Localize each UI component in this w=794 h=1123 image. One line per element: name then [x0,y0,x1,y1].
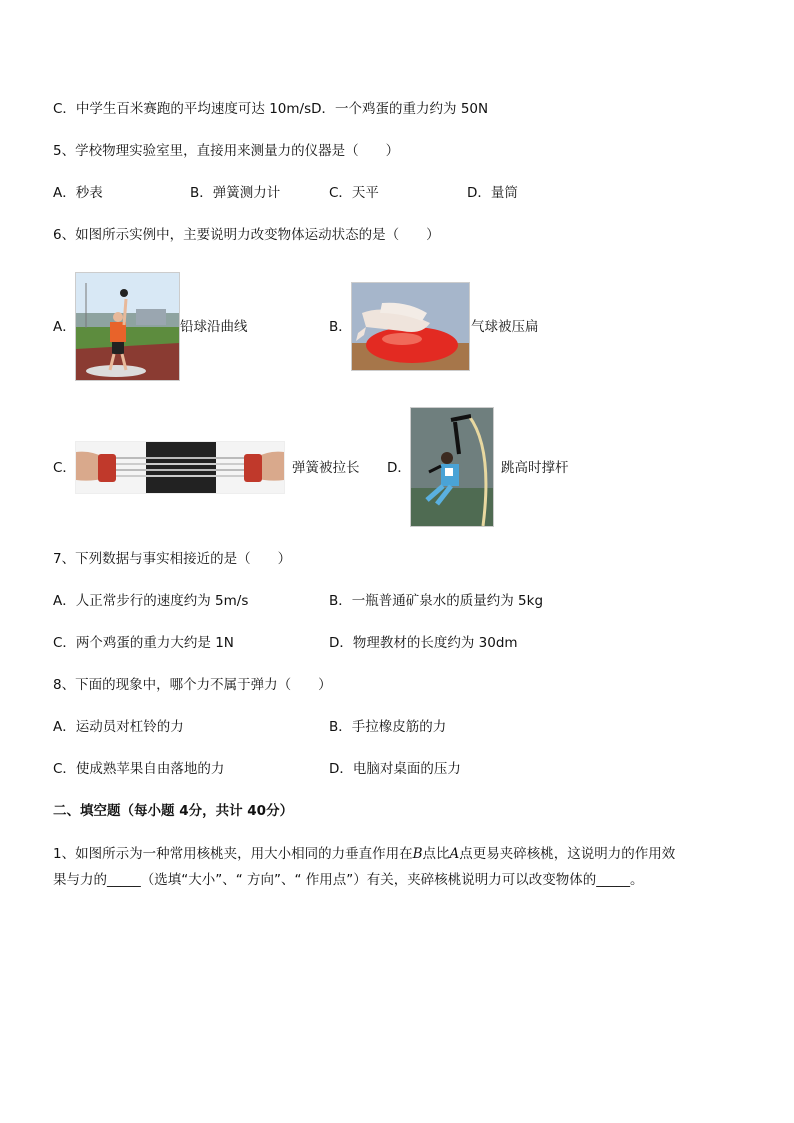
q6-stem: 6、如图所示实例中，主要说明力改变物体运动状态的是（ ） [53,227,440,243]
q6-option-d-caption: 跳高时撑杆 [501,460,569,476]
q7-option-c: C．两个鸡蛋的重力大约是 1N [53,635,234,651]
q8-option-c: C．使成熟苹果自由落地的力 [53,761,225,777]
q4-option-d: D．一个鸡蛋的重力约为 50N [311,101,489,117]
q6-option-a-caption: 铅球沿曲线 [180,319,248,335]
q7-option-d: D．物理教材的长度约为 30dm [329,635,518,651]
point-b-label: B [412,846,423,862]
fill-q1-line-2: 果与力的_____（选填“大小”、“ 方向”、“ 作用点”）有关，夹碎核桃说明力可以改变物体的_____。 [53,872,644,888]
q8-option-d: D．电脑对桌面的压力 [329,761,461,777]
fill-q1-line-1 [53,845,675,863]
shot-put-photo-icon [75,272,180,381]
q7-option-a: A．人正常步行的速度约为 5m/s [53,593,249,609]
q8-option-b: B．手拉橡皮筋的力 [329,719,447,735]
pole-vault-photo-icon [410,407,494,527]
q5-option-b: B．弹簧测力计 [190,185,281,201]
q6-option-b-caption: 气球被压扁 [471,319,539,335]
q7-stem: 7、下列数据与事实相接近的是（ ） [53,551,292,567]
fill-q1-text-3: 点更易夹碎核桃，这说明力的作用效 [459,846,676,862]
q6-option-d-letter: D． [387,460,411,476]
q8-option-a: A．运动员对杠铃的力 [53,719,184,735]
balloon-pressed-photo-icon [351,282,470,371]
q6-option-a-letter: A． [53,319,76,335]
q8-stem: 8、下面的现象中，哪个力不属于弹力（ ） [53,677,332,693]
q6-option-c-letter: C． [53,460,76,476]
q6-option-c-caption: 弹簧被拉长 [292,460,360,476]
q6-option-b-letter: B． [329,319,352,335]
point-a-label: A [449,846,460,862]
q5-stem: 5、学校物理实验室里，直接用来测量力的仪器是（ ） [53,143,400,159]
q7-option-b: B．一瓶普通矿泉水的质量约为 5kg [329,593,544,609]
fill-q1-text-1: 1、如图所示为一种常用核桃夹，用大小相同的力垂直作用在 [53,846,413,862]
q5-option-a: A．秒表 [53,185,103,201]
q4-option-c-d-row [53,100,488,118]
spring-stretched-photo-icon [75,441,285,494]
q5-option-c: C．天平 [329,185,379,201]
section-2-title: 二、填空题（每小题 4分，共计 40分） [53,803,294,819]
q5-option-d: D．量筒 [467,185,518,201]
fill-q1-text-2: 点比 [422,846,450,862]
q4-option-c: C．中学生百米赛跑的平均速度可达 10m/s [53,101,312,117]
